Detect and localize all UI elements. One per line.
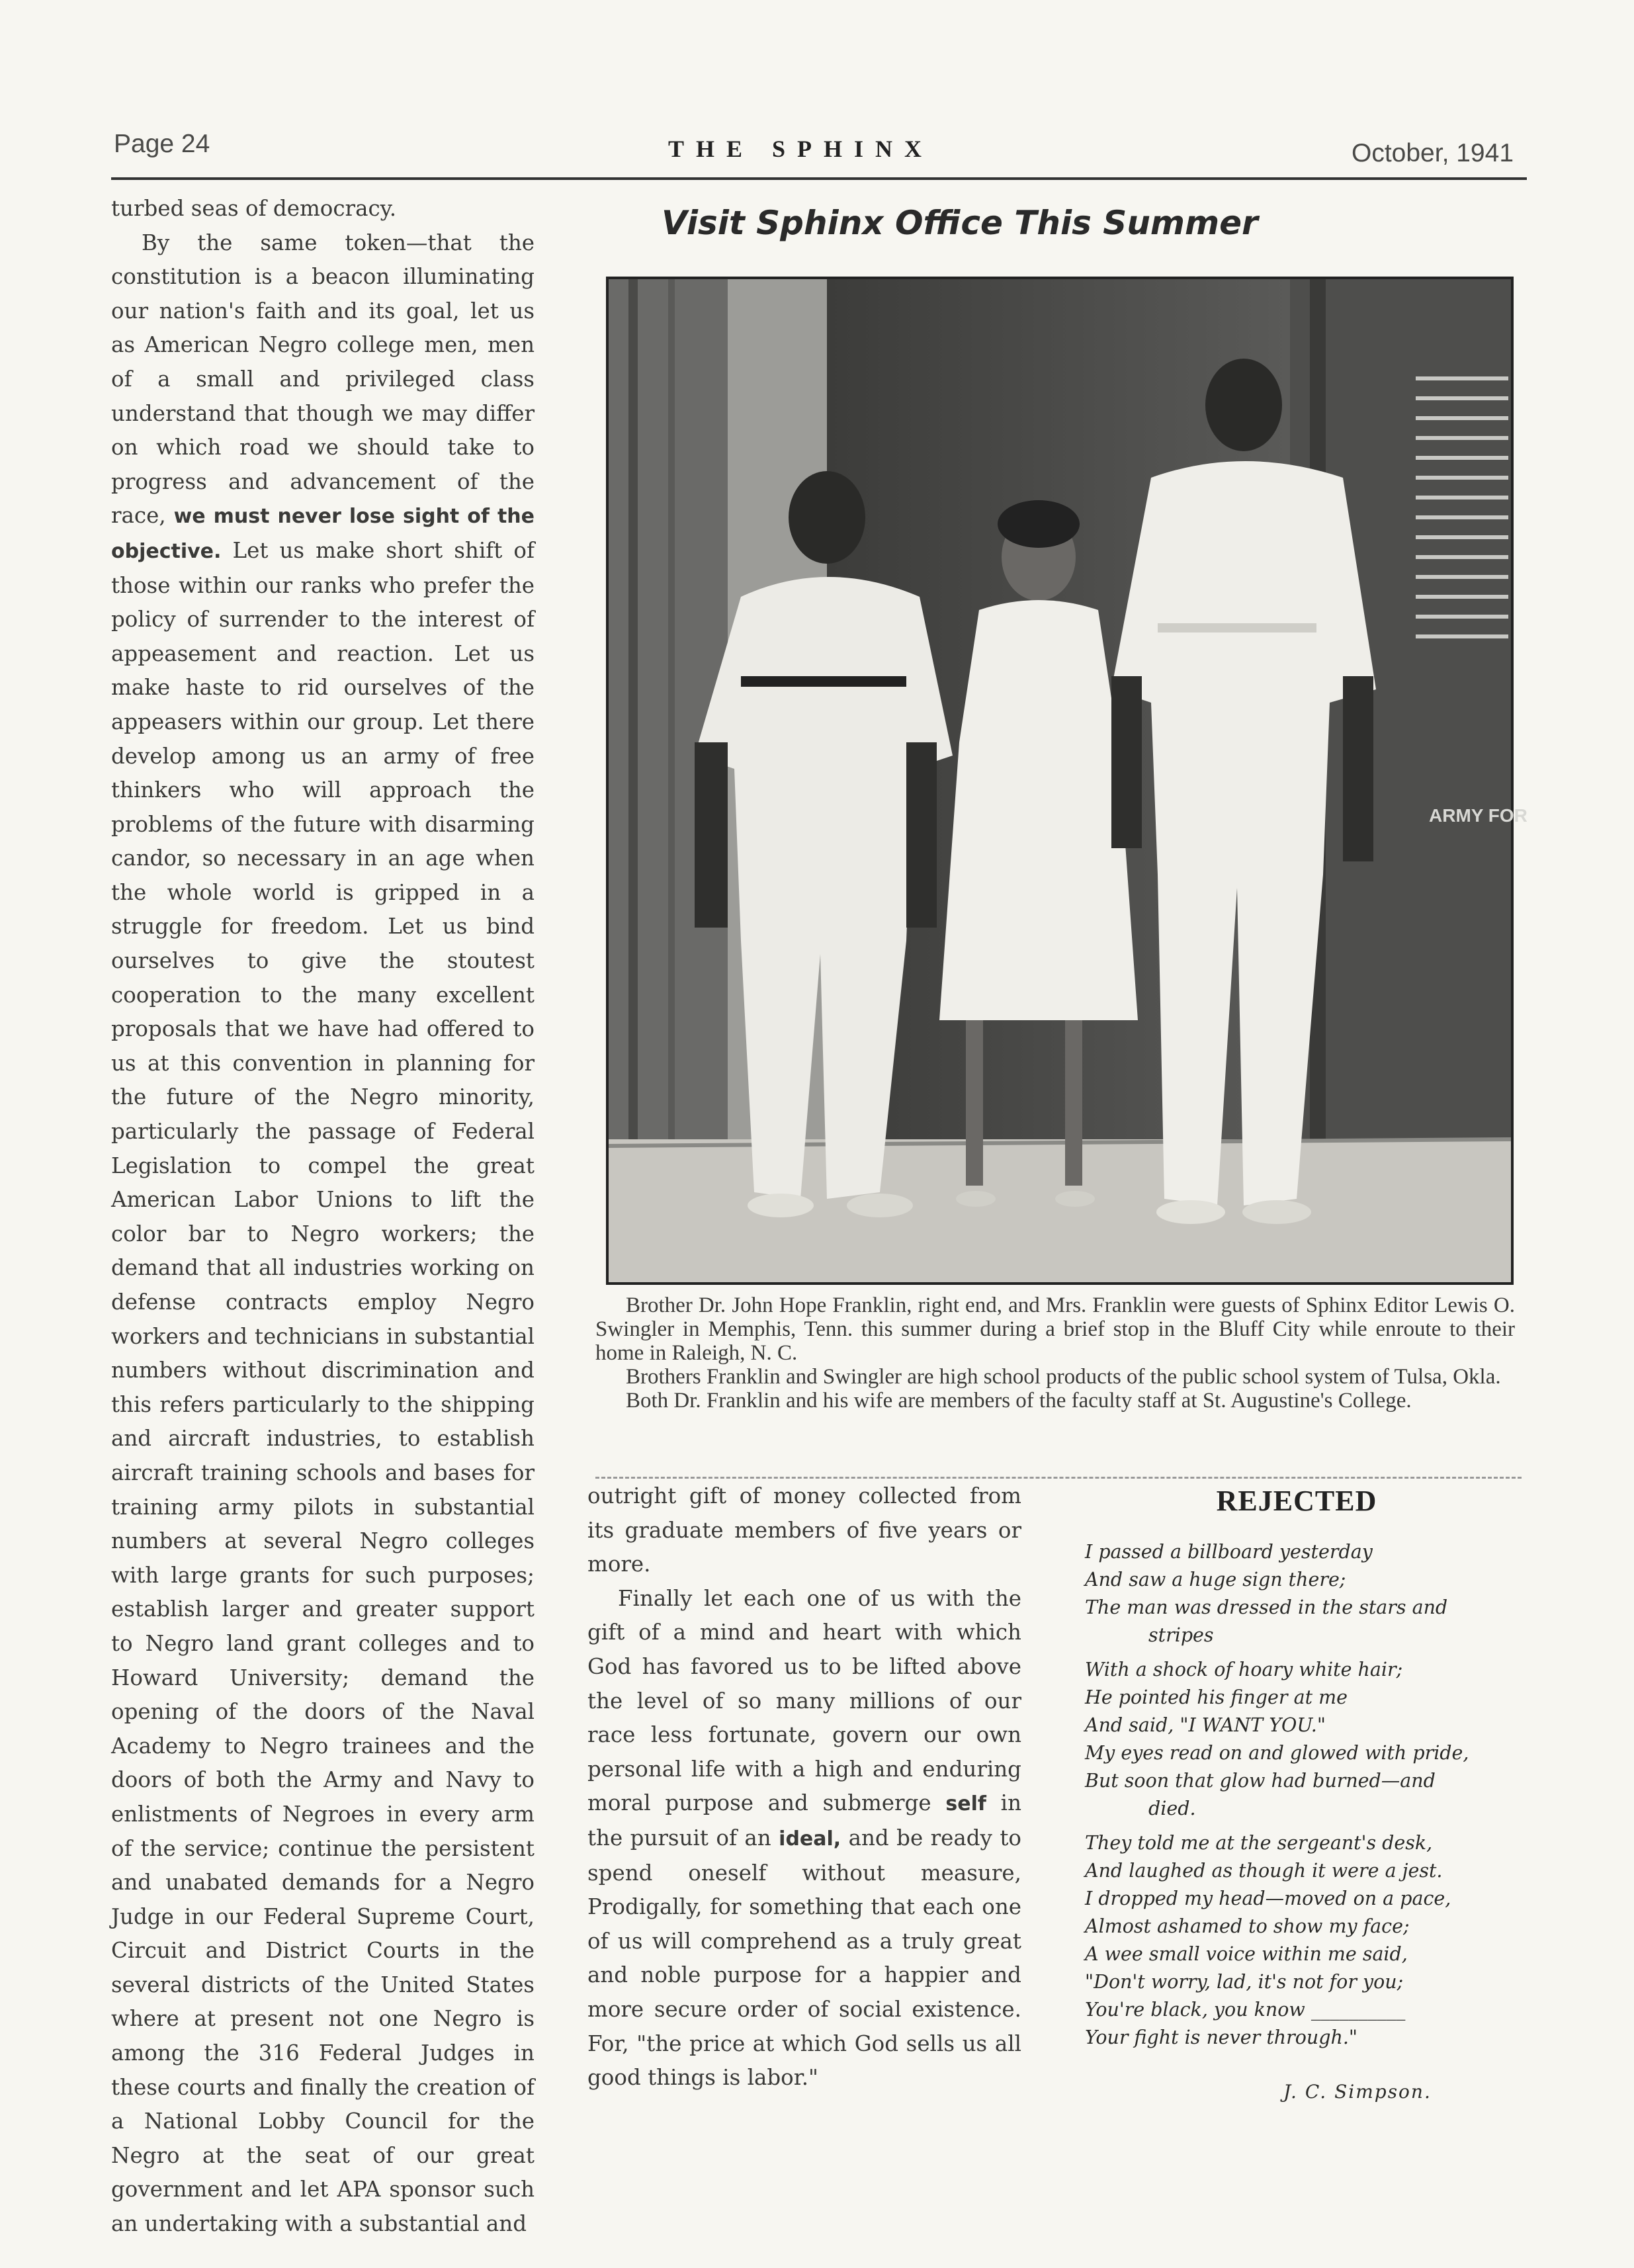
paragraph bbox=[587, 1582, 1021, 2095]
poem-author: J. C. Simpson. bbox=[1283, 2081, 1432, 2103]
left-column-article bbox=[111, 192, 535, 2242]
issue-date: October, 1941 bbox=[1352, 139, 1514, 167]
poem-line: He pointed his finger at me bbox=[1085, 1686, 1348, 1708]
page-number: Page 24 bbox=[114, 130, 210, 158]
poem-stanza bbox=[1085, 1656, 1535, 1823]
poem-line: And laughed as though it were a jest. bbox=[1085, 1860, 1443, 1882]
photo-sign-text: ARMY FOR bbox=[1429, 805, 1527, 826]
text-run: By the same token—that the constitution is a beacon illuminating our nation's faith and its goal, let us as American Negro college men, men of a small and privileged class understand that though we may differ on which road we should take to progress and advancement of the race, bbox=[111, 230, 535, 529]
dashed-divider bbox=[595, 1477, 1522, 1479]
poem-line: Almost ashamed to show my face; bbox=[1085, 1915, 1410, 1937]
middle-column-article bbox=[587, 1479, 1021, 2095]
photo-image bbox=[609, 279, 1527, 1282]
paragraph: turbed seas of democracy. bbox=[111, 196, 397, 221]
photo-caption bbox=[595, 1293, 1515, 1413]
feature-title: Visit Sphinx Office This Summer bbox=[662, 204, 1258, 242]
poem-line: "Don't worry, lad, it's not for you; bbox=[1085, 1971, 1404, 1993]
text-run: in the pursuit of an bbox=[587, 1790, 1021, 1851]
poem-line: I dropped my head—moved on a pace, bbox=[1085, 1888, 1451, 1909]
caption-paragraph: Both Dr. Franklin and his wife are members of the faculty staff at St. Augustine's College. bbox=[626, 1389, 1412, 1413]
poem-line: stripes bbox=[1148, 1624, 1214, 1646]
caption-paragraph: Brothers Franklin and Swingler are high school products of the public school system of Tulsa, Okla. bbox=[626, 1365, 1501, 1389]
poem-line: You're black, you know __________ bbox=[1085, 1999, 1406, 2021]
poem-line: The man was dressed in the stars and bbox=[1085, 1596, 1448, 1618]
poem-line: died. bbox=[1148, 1798, 1196, 1819]
bold-text: self bbox=[945, 1792, 986, 1816]
feature-photo bbox=[606, 277, 1527, 1285]
bold-text: we must never lose sight of the objective. bbox=[111, 505, 535, 563]
paragraph bbox=[111, 226, 535, 2242]
poem-line: And said, "I WANT YOU." bbox=[1085, 1714, 1326, 1736]
poem-line: And saw a huge sign there; bbox=[1085, 1569, 1346, 1591]
magazine-title: THE SPHINX bbox=[668, 136, 934, 162]
bold-text: ideal, bbox=[779, 1827, 841, 1851]
text-run: Finally let each one of us with the gift of a mind and heart with which God has favored us to be lifted above the level of so many millions of our race less fortunate, govern our own personal life with a high and enduring moral purpose and submerge bbox=[587, 1585, 1021, 1816]
poem-line: My eyes read on and glowed with pride, bbox=[1085, 1742, 1469, 1764]
text-run: Let us make short shift of those within our ranks who prefer the policy of surrender to the interest of appeasement and reaction. Let us make haste to rid ourselves of the appeasers within our group. Let there develop among us an army of free thinkers who will approach the problems of the future with disarming candor, so necessary in an age when the whole world is gripped in a struggle for freedom. Let us bind ourselves to give the stoutest cooperation to the many excellent proposals that we have had offered to us at this convention in planning for the future of the Negro minority, particularly the passage of Federal Legislation to compel the great American Labor Unions to lift the color bar to Negro workers; the demand that all industries working on defense contracts employ Negro workers and technicians in substantial numbers without discrimination and this refers particularly to the shipping and aircraft industries, to establish aircraft training schools and bases for training army pilots in substantial numbers at several Negro colleges with large grants for such purposes; establish larger and greater support to Negro land grant colleges and to Howard University; demand the opening of the doors of the Naval Academy to Negro trainees and the doors of both the Army and Navy to enlistments of Negroes in every arm of the service; continue the persistent and unabated demands for a Negro Judge in our Federal Supreme Court, Circuit and District Courts in the several districts of the United States where at present not one Negro is among the 316 Federal Judges in these courts and finally the creation of a National Lobby Council for the Negro at the seat of our great government and let APA sponsor such an undertaking with a substantial and bbox=[111, 537, 535, 2237]
paragraph: outright gift of money collected from its graduate members of five years or more. bbox=[587, 1483, 1021, 1577]
poem-line: I passed a billboard yesterday bbox=[1085, 1541, 1373, 1563]
text-run: and be ready to spend oneself without measure, Prodigally, for something that each one of us will comprehend as a truly great and noble purpose for a happier and more secure order of social existence. For, "the price at which God sells us all good things is labor." bbox=[587, 1825, 1021, 2091]
poem-line: Your fight is never through." bbox=[1085, 2027, 1358, 2048]
poem-line: They told me at the sergeant's desk, bbox=[1085, 1832, 1433, 1854]
poem-line: But soon that glow had burned—and bbox=[1085, 1770, 1436, 1792]
poem-stanza bbox=[1085, 1829, 1535, 2052]
poem-stanza bbox=[1085, 1538, 1535, 1649]
caption-paragraph: Brother Dr. John Hope Franklin, right end, and Mrs. Franklin were guests of Sphinx Editor Lewis O. Swingler in Memphis, Tenn. this summer during a brief stop in the Bluff City while enroute to their home in Raleigh, N. C. bbox=[595, 1293, 1515, 1365]
poem-title: REJECTED bbox=[1216, 1485, 1377, 1517]
poem-body bbox=[1085, 1538, 1535, 2058]
poem-line: With a shock of hoary white hair; bbox=[1085, 1659, 1403, 1680]
header-rule bbox=[111, 177, 1527, 180]
poem-line: A wee small voice within me said, bbox=[1085, 1943, 1408, 1965]
